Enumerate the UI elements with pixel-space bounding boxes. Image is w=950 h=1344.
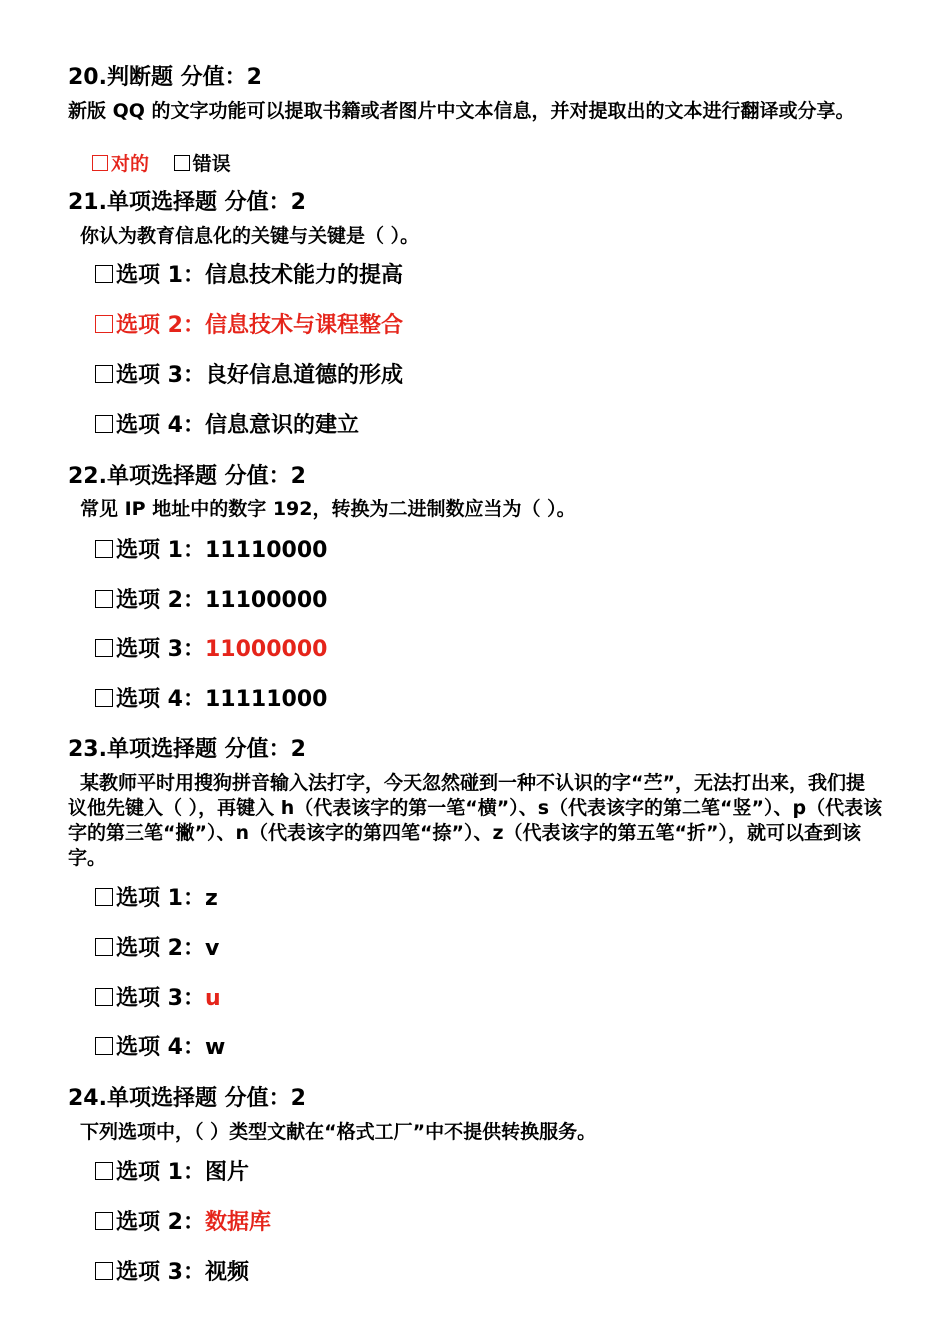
option-label: 选项 4： [116, 687, 205, 712]
checkbox-icon [95, 689, 113, 707]
checkbox-icon [95, 590, 113, 608]
checkbox-icon [95, 315, 113, 333]
question-24-title: 24.单项选择题 分值：2 [68, 1086, 306, 1111]
checkbox-icon [95, 1162, 113, 1180]
q23-option-4[interactable] [95, 1030, 225, 1061]
question-20-title: 20.判断题 分值：2 [68, 65, 262, 90]
q22-option-4[interactable] [95, 682, 327, 713]
q21-option-4[interactable] [95, 408, 359, 439]
checkbox-icon [95, 1212, 113, 1230]
q24-option-1[interactable] [95, 1155, 249, 1186]
checkbox-icon [92, 155, 108, 171]
question-20-options [92, 149, 249, 176]
option-text: 信息技术能力的提高 [204, 263, 403, 288]
q23-option-1[interactable] [95, 881, 218, 912]
option-text: 11000000 [204, 637, 328, 662]
option-text: 11100000 [204, 588, 328, 613]
q22-option-2[interactable] [95, 583, 327, 614]
checkbox-icon [174, 155, 190, 171]
option-label: 选项 3： [116, 986, 205, 1011]
question-21-title: 21.单项选择题 分值：2 [68, 190, 306, 215]
option-true[interactable] [92, 153, 149, 175]
option-label: 选项 1： [116, 886, 205, 911]
q22-option-3[interactable] [95, 632, 327, 663]
checkbox-icon [95, 938, 113, 956]
option-text: 信息意识的建立 [204, 413, 359, 438]
option-label: 选项 2： [116, 588, 205, 613]
option-false[interactable] [174, 153, 231, 175]
q23-option-3[interactable] [95, 981, 221, 1012]
option-text: 11110000 [204, 538, 328, 563]
option-label: 选项 1： [116, 1160, 205, 1185]
option-label: 选项 3： [116, 363, 205, 388]
option-text: 良好信息道德的形成 [204, 363, 403, 388]
question-24-stem: 下列选项中，（ ）类型文献在“格式工厂”中不提供转换服务。 [80, 1121, 597, 1143]
checkbox-icon [95, 265, 113, 283]
option-text: v [204, 936, 220, 961]
q22-option-1[interactable] [95, 533, 327, 564]
option-text: w [204, 1035, 226, 1060]
q24-option-3[interactable] [95, 1255, 249, 1286]
question-22-stem: 常见 IP 地址中的数字 192，转换为二进制数应当为（ ）。 [80, 498, 576, 520]
question-22-title: 22.单项选择题 分值：2 [68, 464, 306, 489]
question-20-stem: 新版 QQ 的文字功能可以提取书籍或者图片中文本信息，并对提取出的文本进行翻译或分享。 [68, 100, 855, 122]
option-label: 选项 2： [116, 313, 205, 338]
option-label: 选项 3： [116, 637, 205, 662]
checkbox-icon [95, 365, 113, 383]
option-label: 选项 2： [116, 936, 205, 961]
option-text: z [204, 886, 218, 911]
option-text: u [204, 986, 221, 1011]
question-23-stem: 某教师平时用搜狗拼音输入法打字，今天忽然碰到一种不认识的字“苎”，无法打出来，我们提议他先键入（ ），再键入 h（代表该字的第一笔“横”）、s（代表该字的第二笔“竖”）、p（代表该字的第三笔“撇”）、n（代表该字的第四笔“捺”）、z（代表该字的第五笔“折”），就可以查到该字。 [68, 772, 883, 869]
option-true-label: 对的 [111, 153, 150, 175]
checkbox-icon [95, 1037, 113, 1055]
option-text: 图片 [204, 1160, 249, 1185]
option-text: 11111000 [204, 687, 328, 712]
option-label: 选项 4： [116, 1035, 205, 1060]
q21-option-3[interactable] [95, 358, 403, 389]
q21-option-2[interactable] [95, 308, 403, 339]
option-text: 信息技术与课程整合 [204, 313, 403, 338]
q21-option-1[interactable] [95, 258, 403, 289]
option-label: 选项 4： [116, 413, 205, 438]
option-label: 选项 3： [116, 1260, 205, 1285]
q24-option-2[interactable] [95, 1205, 271, 1236]
option-false-label: 错误 [192, 153, 231, 175]
option-text: 视频 [204, 1260, 249, 1285]
checkbox-icon [95, 888, 113, 906]
question-21-stem: 你认为教育信息化的关键与关键是（ ）。 [80, 225, 420, 247]
question-23-title: 23.单项选择题 分值：2 [68, 737, 306, 762]
checkbox-icon [95, 415, 113, 433]
option-text: 数据库 [204, 1210, 271, 1235]
option-label: 选项 1： [116, 263, 205, 288]
checkbox-icon [95, 639, 113, 657]
q23-option-2[interactable] [95, 931, 219, 962]
option-label: 选项 2： [116, 1210, 205, 1235]
option-label: 选项 1： [116, 538, 205, 563]
checkbox-icon [95, 988, 113, 1006]
checkbox-icon [95, 540, 113, 558]
checkbox-icon [95, 1262, 113, 1280]
